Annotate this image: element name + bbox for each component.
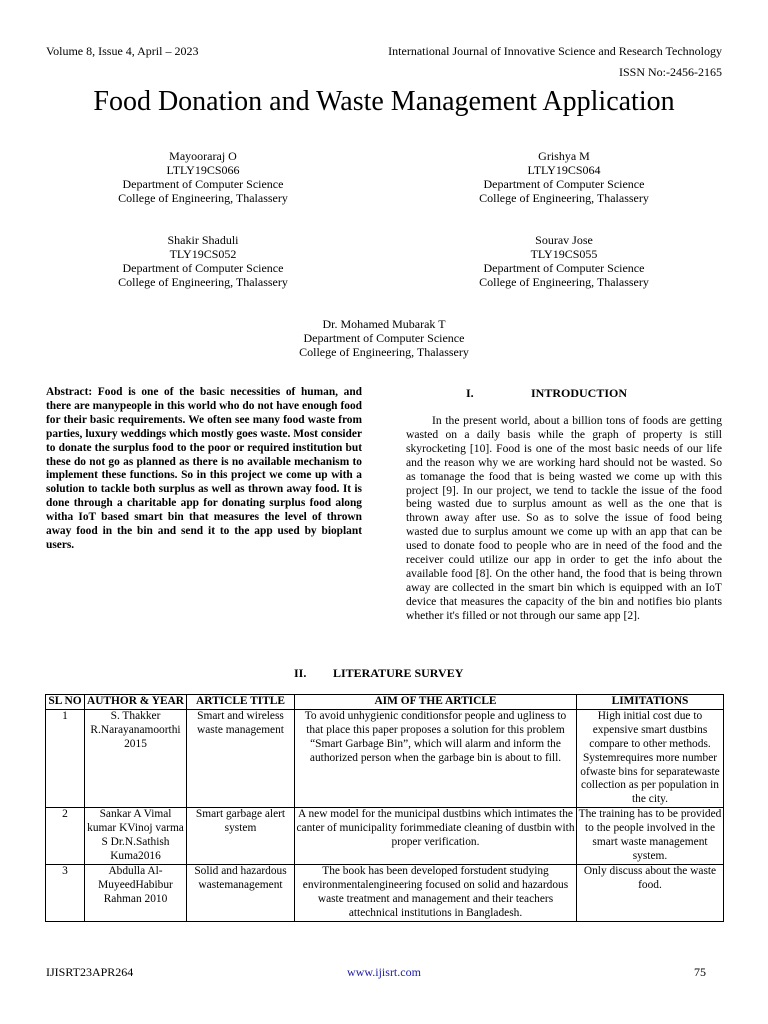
paper-title: Food Donation and Waste Management Application	[93, 86, 675, 117]
author-block	[434, 149, 694, 205]
cell-aim: To avoid unhygienic conditionsfor people and ugliness to that place this paper proposes a solution for this problem “Smart Garbage Bin”, which will alarm and inform the authorized person when the garbage bin is about to fill.	[295, 709, 577, 807]
col-aim: AIM OF THE ARTICLE	[295, 695, 577, 710]
cell-title: Solid and hazardous wastemanagement	[187, 864, 295, 921]
journal-name: International Journal of Innovative Science and Research Technology	[388, 44, 722, 58]
author-id: LTLY19CS066	[166, 163, 240, 177]
table-row	[46, 709, 724, 807]
page-number: 75	[694, 965, 706, 979]
table-row	[46, 864, 724, 921]
cell-sl: 1	[46, 709, 85, 807]
intro-heading: INTRODUCTION	[531, 386, 628, 400]
supervisor-block	[254, 317, 514, 359]
author-college: College of Engineering, Thalassery	[118, 191, 288, 205]
cell-author: Sankar A Vimal kumar KVinoj varma S Dr.N.Sathish Kuma2016	[85, 808, 187, 865]
intro-number: I.	[466, 386, 474, 400]
author-college: College of Engineering, Thalassery	[118, 275, 288, 289]
author-college: College of Engineering, Thalassery	[479, 275, 649, 289]
table-header-row	[46, 695, 724, 710]
col-limitations: LIMITATIONS	[577, 695, 724, 710]
journal-link[interactable]: www.ijisrt.com	[347, 965, 421, 979]
supervisor-name: Dr. Mohamed Mubarak T	[322, 317, 446, 331]
author-dept: Department of Computer Science	[122, 261, 284, 275]
col-sl: SL NO	[46, 695, 85, 710]
cell-limitations: High initial cost due to expensive smart dustbins compare to other methods. Systemrequires more number ofwaste bins for separatewaste collection as per population in the city.	[577, 709, 724, 807]
literature-table	[45, 694, 724, 922]
author-id: TLY19CS055	[530, 247, 598, 261]
author-block	[434, 233, 694, 289]
table-row	[46, 808, 724, 865]
author-name: Shakir Shaduli	[167, 233, 239, 247]
cell-sl: 3	[46, 864, 85, 921]
author-dept: Department of Computer Science	[483, 261, 645, 275]
author-id: TLY19CS052	[169, 247, 237, 261]
author-id: LTLY19CS064	[527, 163, 601, 177]
cell-limitations: Only discuss about the waste food.	[577, 864, 724, 921]
cell-aim: A new model for the municipal dustbins which intimates the canter of municipality forimmediate cleaning of dustbin with proper verification.	[295, 808, 577, 865]
paper-id: IJISRT23APR264	[46, 965, 134, 979]
lit-number: II.	[294, 666, 307, 680]
author-block	[73, 149, 333, 205]
author-name: Grishya M	[538, 149, 590, 163]
col-title: ARTICLE TITLE	[187, 695, 295, 710]
col-author: AUTHOR & YEAR	[85, 695, 187, 710]
author-dept: Department of Computer Science	[483, 177, 645, 191]
cell-sl: 2	[46, 808, 85, 865]
supervisor-dept: Department of Computer Science	[303, 331, 465, 345]
supervisor-college: College of Engineering, Thalassery	[299, 345, 469, 359]
cell-author: S. Thakker R.Narayanamoorthi 2015	[85, 709, 187, 807]
cell-title: Smart and wireless waste management	[187, 709, 295, 807]
intro-text: In the present world, about a billion tons of foods are getting wasted on a daily basis while the graph of property is still skyrocketing [10]. Food is one of the most basic needs of our life and the reason why we are working hard should not be wasted. So as tomanage the food that is being wasted we come up with this project [9]. In our project, we tend to tackle the issue of the food being wasted due to surplus amount as well as the one that is thrown away after use. So as to solve the issue of food being wasted due to surplus amount we come up with an app that can be used to donate food to people who are in need of the food and the receiver could utilize our app in order to get the info about the available food [8]. On the other hand, the food that is being thrown away are collected in the smart bin which is equipped with an IoT device that measures the capacity of the bin and notifies bio plants whether it's filled or not through our same app [2].	[406, 414, 722, 622]
intro-body	[406, 414, 722, 623]
cell-author: Abdulla Al-MuyeedHabibur Rahman 2010	[85, 864, 187, 921]
issn: ISSN No:-2456-2165	[618, 65, 722, 79]
volume-issue: Volume 8, Issue 4, April – 2023	[46, 44, 199, 58]
lit-heading: LITERATURE SURVEY	[333, 666, 464, 680]
author-name: Sourav Jose	[535, 233, 593, 247]
author-block	[73, 233, 333, 289]
cell-title: Smart garbage alert system	[187, 808, 295, 865]
cell-aim: The book has been developed forstudent studying environmentalengineering focused on solid and hazardous waste treatment and management and their teachers attechnical institutions in Bangladesh.	[295, 864, 577, 921]
author-college: College of Engineering, Thalassery	[479, 191, 649, 205]
cell-limitations: The training has to be provided to the people involved in the smart waste management system.	[577, 808, 724, 865]
author-name: Mayooraraj O	[169, 149, 237, 163]
author-dept: Department of Computer Science	[122, 177, 284, 191]
abstract: Abstract: Food is one of the basic necessities of human, and there are manypeople in this world who do not have enough food for their basic requirements. We often see many food waste from parties, luxury weddings which mostly goes waste. Most consider to donate the surplus food to the poor or required institution but these do not go as planned as there is no available mechanism to implement these functions. So in this project we come up with a solution to tackle both surplus as well as thrown away food. It is done through a charitable app for donating surplus food along witha IoT based smart bin that measures the level of thrown away food in the bin and send it to the app used by bioplant users.	[46, 386, 362, 551]
